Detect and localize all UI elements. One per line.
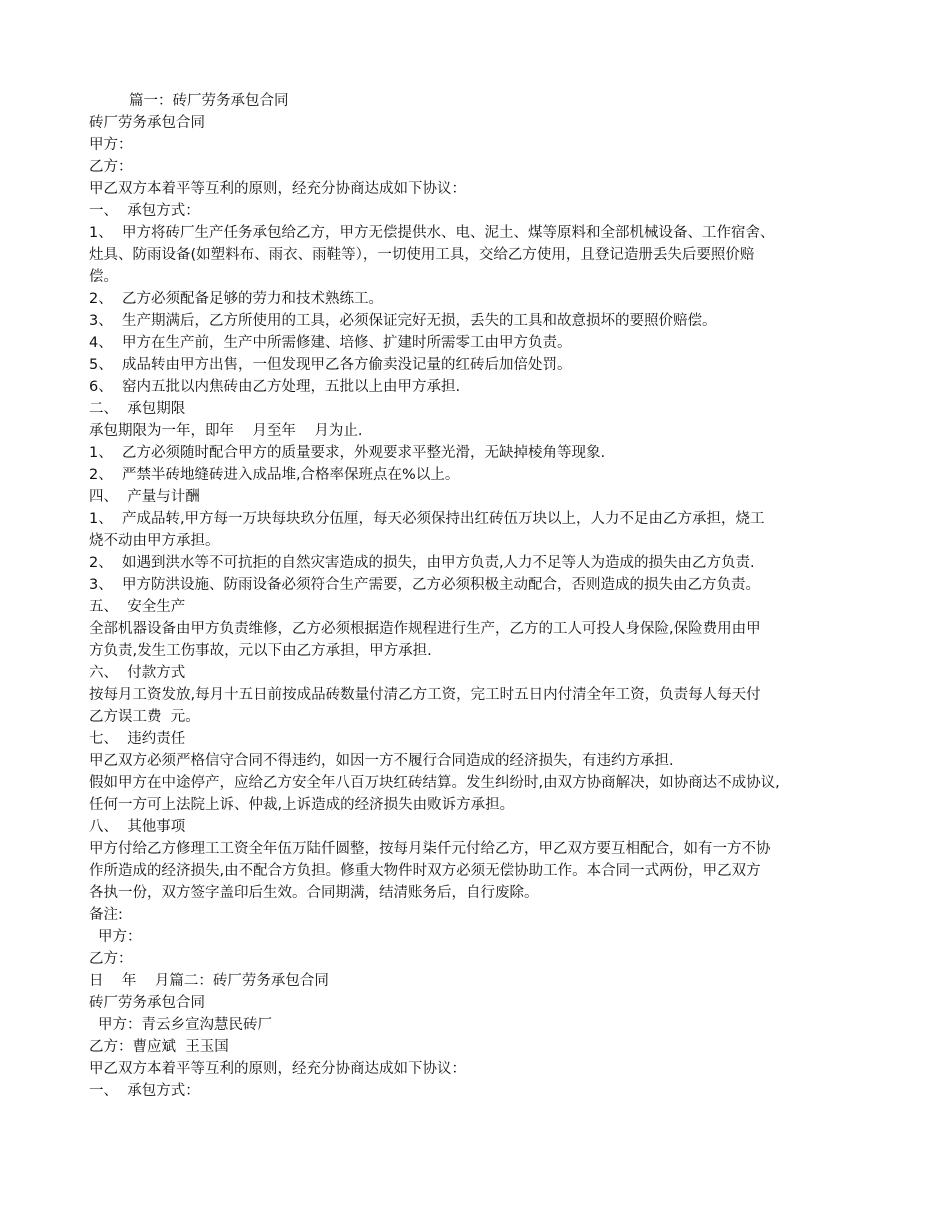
remarks-label: 备注: <box>89 907 123 923</box>
party-a-part-two: 甲方：青云乡宣沟慧民砖厂 <box>98 1017 272 1033</box>
heading-contract-method-part-two: 一、 承包方式： <box>89 1083 200 1099</box>
heading-safety: 五、 安全生产 <box>89 599 186 615</box>
other-text-line-2: 作所造成的经济损失,由不配合方负担。修重大物件时双方必须无偿协助工作。本合同一式两份，甲乙双方 <box>89 863 761 879</box>
section-title-part-one: 篇一：砖厂劳务承包合同 <box>129 93 289 109</box>
clause-3: 3、 生产期满后，乙方所使用的工具，必须保证完好无损，丢失的工具和故意损坏的要照价赔偿。 <box>89 313 717 329</box>
document-body <box>89 90 879 1102</box>
heading-payment: 六、 付款方式 <box>89 665 186 681</box>
other-text-line-3: 各执一份，双方签字盖印后生效。合同期满，结清账务后，自行废除。 <box>89 885 539 901</box>
clause-1-line-3: 偿。 <box>89 269 118 285</box>
output-clause-3: 3、 甲方防洪设施、防雨设备必须符合生产需要，乙方必须积极主动配合，否则造成的损失由乙方负责。 <box>89 577 760 593</box>
clause-1-line-2: 灶具、防雨设备(如塑料布、雨衣、雨鞋等），一切使用工具，交给乙方使用，且登记造册丢失后要照价赔 <box>89 247 755 263</box>
contract-title: 砖厂劳务承包合同 <box>89 115 205 131</box>
breach-text-line-2: 假如甲方在中途停产，应给乙方安全年八百万块红砖结算。发生纠纷时,由双方协商解决，如协商达不成协议, <box>89 775 780 791</box>
heading-contract-period: 二、 承包期限 <box>89 401 186 417</box>
safety-text-line-1: 全部机器设备由甲方负责维修，乙方必须根据造作规程进行生产，乙方的工人可投人身保险,保险费用由甲 <box>89 621 761 637</box>
heading-breach: 七、 违约责任 <box>89 731 186 747</box>
intro-paragraph-part-two: 甲乙双方本着平等互利的原则，经充分协商达成如下协议： <box>89 1061 466 1077</box>
clause-2: 2、 乙方必须配备足够的劳力和技术熟练工。 <box>89 291 383 307</box>
other-text-line-1: 甲方付给乙方修理工工资全年伍万陆仟圆整，按每月柒仟元付给乙方，甲乙双方要互相配合，如有一方不协 <box>89 841 771 857</box>
party-a-line: 甲方： <box>89 137 133 153</box>
safety-text-line-2: 方负责,发生工伤事故，元以下由乙方承担，甲方承担. <box>89 643 432 659</box>
quality-clause-1: 1、 乙方必须随时配合甲方的质量要求，外观要求平整光滑，无缺掉棱角等现象. <box>89 445 606 461</box>
party-b-part-two: 乙方：曹应斌 王玉国 <box>89 1039 229 1055</box>
clause-1-line-1: 1、 甲方将砖厂生产任务承包给乙方，甲方无偿提供水、电、泥土、煤等原料和全部机械设备、工作宿舍、 <box>89 225 775 241</box>
clause-4: 4、 甲方在生产前，生产中所需修建、培修、扩建时所需零工由甲方负责。 <box>89 335 572 351</box>
contract-title-part-two: 砖厂劳务承包合同 <box>89 995 205 1011</box>
output-clause-1-line-2: 烧不动由甲方承担。 <box>89 533 220 549</box>
payment-text-line-1: 按每月工资发放,每月十五日前按成品砖数量付清乙方工资，完工时五日内付清全年工资，负责每人每天付 <box>89 687 761 703</box>
heading-contract-method: 一、 承包方式： <box>89 203 200 219</box>
date-and-part-two-title: 日 年 月篇二：砖厂劳务承包合同 <box>89 973 329 989</box>
party-b-line: 乙方： <box>89 159 133 175</box>
quality-clause-2: 2、 严禁半砖地缝砖进入成品堆,合格率保班点在%以上。 <box>89 467 460 483</box>
breach-text-line-3: 任何一方可上法院上诉、仲裁,上诉造成的经济损失由败诉方承担。 <box>89 797 515 813</box>
clause-6: 6、 窑内五批以内焦砖由乙方处理，五批以上由甲方承担. <box>89 379 461 395</box>
payment-text-line-2: 乙方误工费 元。 <box>89 709 200 725</box>
signature-party-a: 甲方： <box>98 929 142 945</box>
breach-text-line-1: 甲乙双方必须严格信守合同不得违约，如因一方不履行合同造成的经济损失，有违约方承担. <box>89 753 674 769</box>
heading-other-matters: 八、 其他事项 <box>89 819 186 835</box>
signature-party-b: 乙方： <box>89 951 133 967</box>
output-clause-1-line-1: 1、 产成品转,甲方每一万块每块玖分伍厘，每天必须保持出红砖伍万块以上，人力不足由乙方承担，烧工 <box>89 511 765 527</box>
intro-paragraph: 甲乙双方本着平等互利的原则，经充分协商达成如下协议： <box>89 181 466 197</box>
heading-output-pay: 四、 产量与计酬 <box>89 489 200 505</box>
output-clause-2: 2、 如遇到洪水等不可抗拒的自然灾害造成的损失，由甲方负责,人力不足等人为造成的损失由乙方负责. <box>89 555 755 571</box>
clause-5: 5、 成品转由甲方出售，一但发现甲乙各方偷卖没记量的红砖后加倍处罚。 <box>89 357 572 373</box>
contract-period-text: 承包期限为一年，即年 月至年 月为止. <box>89 423 363 439</box>
